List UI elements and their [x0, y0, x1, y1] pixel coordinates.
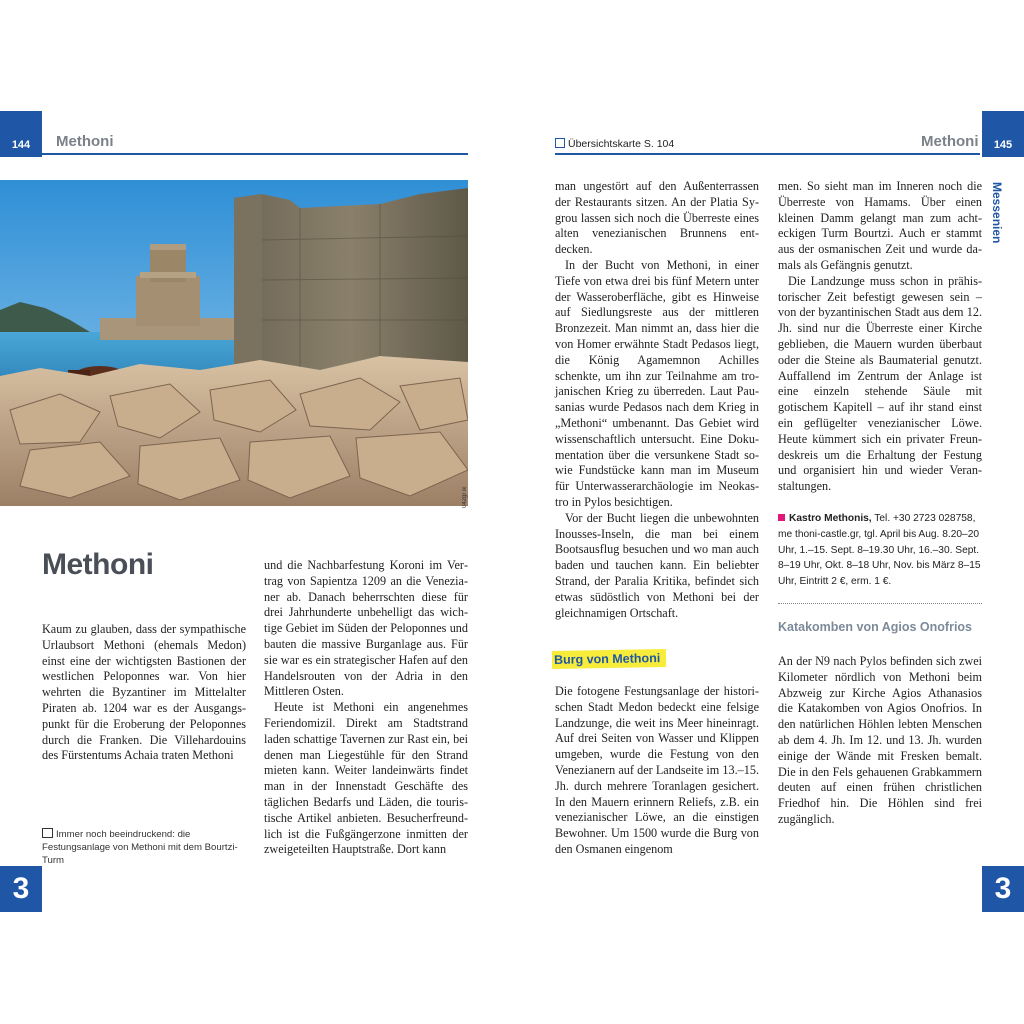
- katakomben-section: [778, 654, 982, 828]
- info-text: Tel. +30 2723 028758, me thoni-castle.gr, tgl. April bis Aug. 8.20–20 Uhr, 1.–15. Sept. 8–19.30 Uhr, 16.–30. Sept. 8–19 Uhr, Okt. 8–18 Uhr, Nov. bis März 8–15 Uhr, Eintritt 2 €, erm. 1 €.: [778, 513, 981, 588]
- left-column-2: [264, 558, 468, 858]
- page-number-box-left: [0, 111, 42, 157]
- fortress-photo: [0, 180, 468, 506]
- left-col2-paragraph-2: Heute ist Methoni ein angenehmes Feriendomizil. Direkt am Stadtstrand laden schattige Tavernen zur Rast ein, bei denen man Liegestühle für den Strand mieten kann. Weiter landeinwärts findet man in der Innenstadt Geschäfte des täglichen Bedarfs und Läden, die touristische Artikel anbieten. Besucherfreundlich ist die Fußgängerzone inmitten der zweigeteilten Hauptstraße. Dort kann: [264, 700, 468, 857]
- info-marker-icon: [778, 514, 785, 521]
- map-reference: [555, 138, 674, 150]
- katakomben-text: An der N9 nach Pylos befinden sich zwei Kilometer nördlich von Methoni beim Abzweig zur Kirche Agios Athanasios die Katakomben von Agios Onofrios. In den natürlichen Höhlen lebten Menschen ab dem 4. Jh. Im 12. und 13. Jh. wurden einige der Wände mit Fresken bemalt. Die in den Fels gehauenen Grabkammern deuten auf einen frühen christlichen Friedhof hin. Die Höhlen sind frei zugänglich.: [778, 654, 982, 826]
- right-column-2: [778, 179, 982, 495]
- caption-text: Immer noch beeindruckend: die Festungsanlage von Methoni mit dem Bourtzi-Turm: [42, 829, 238, 866]
- chapter-tab-right: 3: [982, 866, 1024, 912]
- map-icon: [555, 138, 565, 148]
- page-number-left: 144: [11, 139, 31, 151]
- right-col2-paragraph-2: Die Landzunge muss schon in prähistorischer Zeit befestigt gewesen sein – von der byzantinischen Stadt aus dem 12. Jh. sind nur die Überreste einer Kirche geblieben, die Mauern wurden überbaut oder die Steine als Baumaterial genutzt. Auffallend im Zentrum der Anlage ist eine einzeln stehende Säule mit gotischem Kapitell – auf ihr stand einst ein geflügelter venezianischer Löwe. Heute kümmert sich ein privater Freundeskreis um die Erhaltung der Festung und organisiert hin und wieder Veranstaltungen.: [778, 273, 982, 494]
- photo-caption: [42, 828, 246, 867]
- burg-text: Die fotogene Festungsanlage der historischen Stadt Medon bedeckt eine felsige Landzunge, die weit ins Meer hineinragt. Auf drei Seiten von Wasser und Klippen umgeben, wurde die Festung von den Venezianern auf der Landseite im 13.–15. Jh. durch mehrere Toranlagen gesichert. In den Mauern erinnern Reliefs, z.B. ein venezianischer Löwe, an die einstigen Bewohner. Um 1500 wurde die Burg von den Osmanen eingenom: [555, 684, 759, 856]
- chapter-tab-left: 3: [0, 866, 42, 912]
- right-column-1: [555, 179, 759, 621]
- left-column-1: [42, 622, 246, 764]
- running-header-right: Methoni: [921, 133, 979, 150]
- map-reference-text: Übersichtskarte S. 104: [568, 138, 675, 150]
- page-number-box-right: [982, 111, 1024, 157]
- left-col2-paragraph-1: und die Nachbarfestung Koroni im Vertrag von Sapientza 1209 an die Venezianer ab. Danach beherrschten diese für drei Jahrhunderte unbehelligt das wichtige Gebiet im Süden der Peloponnes und bauten die massive Burganlage aus. Für sie war es ein strategischer Hafen auf den Handelsrouten von der Adria in den Mittleren Osten.: [264, 558, 468, 699]
- info-box: [778, 511, 982, 590]
- article-title: Methoni: [42, 548, 154, 581]
- right-col2-paragraph-1: men. So sieht man im Inneren noch die Überreste von Hamams. Über einen kleinen Damm gelangt man zum achteckigen Turm Bourtzi. Auch er stammt aus der osmanischen Zeit und wurde damals als Gefängnis genutzt.: [778, 179, 982, 272]
- page-number-right: 145: [993, 139, 1013, 151]
- photo-credit: 042gr ik: [462, 486, 468, 508]
- info-name: Kastro Methonis,: [789, 513, 872, 524]
- header-rule-left: [42, 153, 468, 155]
- intro-paragraph: Kaum zu glauben, dass der sympathische Urlaubsort Methoni (ehemals Medon) einst eine der wichtigsten Bastionen der westlichen Peloponnes war. Von hier wehrten die Byzantiner im Mittelalter Piraten ab. 1204 war es der Ausgangspunkt für die Eroberung der Peloponnes durch die Franken. Die Villehardouins des Fürstentums Achaia traten Methoni: [42, 622, 246, 763]
- burg-section: [555, 684, 759, 858]
- burg-heading: Burg von Methoni: [552, 649, 667, 669]
- right-col1-paragraph-2: In der Bucht von Methoni, in einer Tiefe von etwa drei bis fünf Metern unter der Wasseroberfläche, gibt es Hinweise auf Siedlungsreste aus der mittleren Bronzezeit. Man nimmt an, dass hier die von Homer erwähnte Stadt Pedasos liegt, die König Agamemnon Achilles schenkte, um ihn zur Teilnahme am trojanischen Krieg zu überreden. Laut Pausanias wurde Pedasos nach dem Krieg in „Methoni“ umbenannt. Das Gebiet wird wissenschaftlich untersucht. Eine Dokumentation über die versunkene Stadt sowie Fundstücke kann man im Museum für Unterwasserarchäologie im Neokastro in Pylos besichtigen.: [555, 257, 759, 509]
- right-col1-paragraph-3: Vor der Bucht liegen die unbewohnten Inousses-Inseln, die man bei einem Bootsausflug besuchen und wo man auch baden und tauchen kann. Ein beliebter Strand, der Paralia Kritika, befindet sich etwas südöstlich von Methoni bei der gleichnamigen Ortschaft.: [555, 510, 759, 620]
- header-rule-right: [555, 153, 980, 155]
- right-col1-paragraph-1: man ungestört auf den Außenterrassen der Restaurants sitzen. An der Platia Sygrou lassen sich noch die Überreste eines alten venezianischen Brunnens entdecken.: [555, 179, 759, 257]
- caption-arrow-icon: [42, 828, 53, 838]
- katakomben-heading: Katakomben von Agios Onofrios: [778, 620, 973, 634]
- region-side-tab: Messenien: [990, 182, 1004, 244]
- section-divider: [778, 603, 982, 604]
- running-header-left: Methoni: [56, 133, 114, 150]
